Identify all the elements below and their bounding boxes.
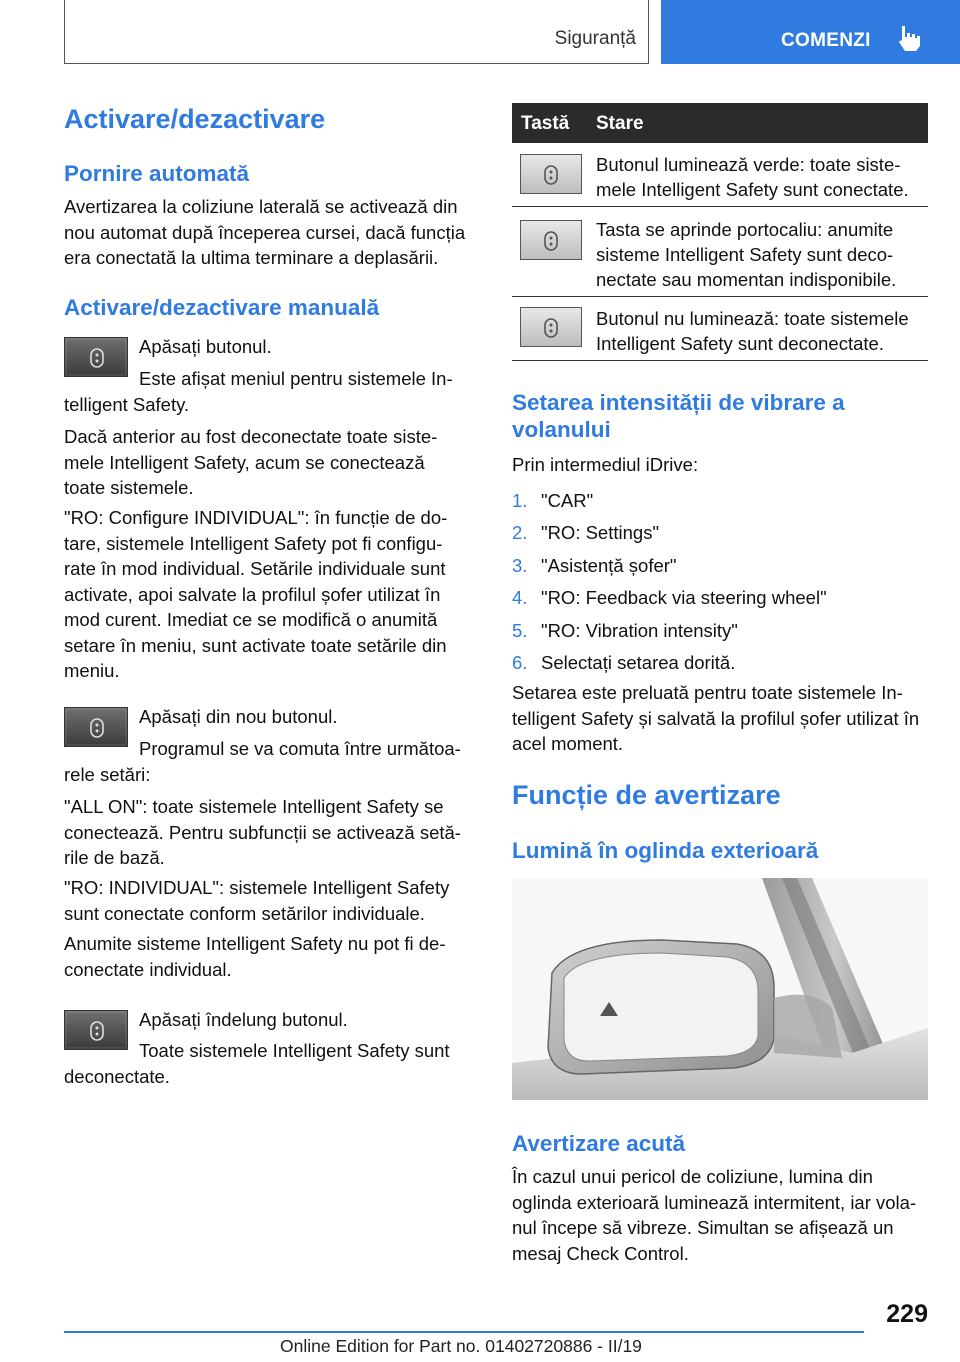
page-title: Activare/dezactivare	[64, 104, 326, 134]
table-col-key: Tastă	[521, 113, 570, 134]
vibration-steps-list	[512, 488, 928, 682]
hand-pointer-icon	[896, 24, 922, 52]
table-row	[512, 297, 928, 361]
para-reconnect: Dacă anterior au fost deconectate toate siste‐ mele Intelligent Safety, acum se conectează toate sistemele.	[64, 426, 438, 498]
list-item: 3. "Asistență șofer"	[512, 554, 677, 576]
list-item: 4. "RO: Feedback via steering wheel"	[512, 587, 827, 609]
list-item: 5. "RO: Vibration intensity"	[512, 619, 738, 641]
auto-text: Avertizarea la coliziune laterală se activează din nou automat după începerea cursei, dacă funcția era conectată la ultima terminare a deplasării.	[64, 196, 466, 268]
row-status-text: Butonul luminează verde: toate siste‐ mele Intelligent Safety sunt conectate.	[596, 154, 909, 200]
acute-warning-heading: Avertizare acută	[512, 1131, 686, 1156]
para-not-disconnectable: Anumite sisteme Intelligent Safety nu pot fi de‐ conectate individual.	[64, 933, 446, 980]
list-item: 1. "CAR"	[512, 490, 594, 511]
list-item: 2. "RO: Settings"	[512, 522, 660, 544]
footer-divider	[64, 1331, 864, 1333]
vibration-heading: Setarea intensității de vibrare a volanului	[512, 390, 845, 442]
row-status-text: Butonul nu luminează: toate sistemele Intelligent Safety sunt deconectate.	[596, 308, 909, 354]
auto-heading: Pornire automată	[64, 161, 250, 186]
press1-text: Este afișat meniul pentru sistemele In‐ telligent Safety.	[64, 368, 453, 415]
button-image-off	[520, 307, 582, 347]
header-section-tab	[64, 0, 649, 64]
para-all-on: "ALL ON": toate sistemele Intelligent Safety se conectează. Pentru subfuncții se activează setă‐ rile de bază.	[64, 796, 461, 868]
chapter-label: COMENZI	[781, 30, 871, 51]
press3-text: Toate sistemele Intelligent Safety sunt deconectate.	[64, 1040, 450, 1087]
mirror-light-heading: Lumină în oglinda exterioară	[512, 838, 819, 863]
vibration-after-text: Setarea este preluată pentru toate sistemele In‐ telligent Safety și salvată la profilul șofer utilizat în acel moment.	[512, 682, 920, 754]
table-col-status: Stare	[596, 113, 644, 134]
acute-warning-text: În cazul unui pericol de coliziune, lumina din oglinda exterioară luminează intermitent, iar vola‐ nul începe să vibreze. Simultan se afișează un mesaj Check Control.	[512, 1166, 917, 1264]
warning-function-title: Funcție de avertizare	[512, 780, 781, 810]
button-status-table	[512, 103, 928, 361]
footer-edition: Online Edition for Part no. 01402720886 - II/19	[280, 1336, 642, 1356]
section-label: Siguranță	[554, 28, 636, 49]
button-image-orange	[520, 220, 582, 260]
press2-label: Apăsați din nou butonul.	[139, 706, 338, 727]
vibration-intro: Prin intermediul iDrive:	[512, 454, 699, 475]
page-number: 229	[886, 1300, 928, 1328]
intelligent-safety-button-icon	[542, 164, 560, 186]
press1-label: Apăsați butonul.	[139, 336, 272, 357]
para-individual: "RO: INDIVIDUAL": sistemele Intelligent Safety sunt conectate conform setărilor individuale.	[64, 877, 450, 924]
list-item: 6. Selectați setarea dorită.	[512, 651, 736, 673]
intelligent-safety-button-icon	[542, 230, 560, 252]
side-mirror-image	[512, 878, 928, 1100]
row-status-text: Tasta se aprinde portocaliu: anumite sisteme Intelligent Safety sunt deco‐ nectate sau momentan indisponibile.	[596, 219, 897, 290]
press3-label: Apăsați îndelung butonul.	[139, 1009, 348, 1030]
table-row	[512, 143, 928, 207]
button-image-green	[520, 154, 582, 194]
mirror-illustration	[512, 878, 928, 1100]
manual-heading: Activare/dezactivare manuală	[64, 295, 380, 320]
header-chapter-tab[interactable]	[661, 0, 960, 64]
table-row	[512, 207, 928, 297]
intelligent-safety-button-icon	[542, 317, 560, 339]
press2-text: Programul se va comuta între următoa‐ rele setări:	[64, 738, 461, 785]
table-header	[512, 103, 928, 143]
para-configure-individual: "RO: Configure INDIVIDUAL": în funcție de do‐ tare, sistemele Intelligent Safety pot fi configu‐ rate în mod individual. Setările individuale sunt activate, apoi salvate la profilul șofer utilizat în mod curent. Imediat ce se modifică o anumită setare în meniu, sunt activate toate setările din meniu.	[64, 507, 448, 681]
